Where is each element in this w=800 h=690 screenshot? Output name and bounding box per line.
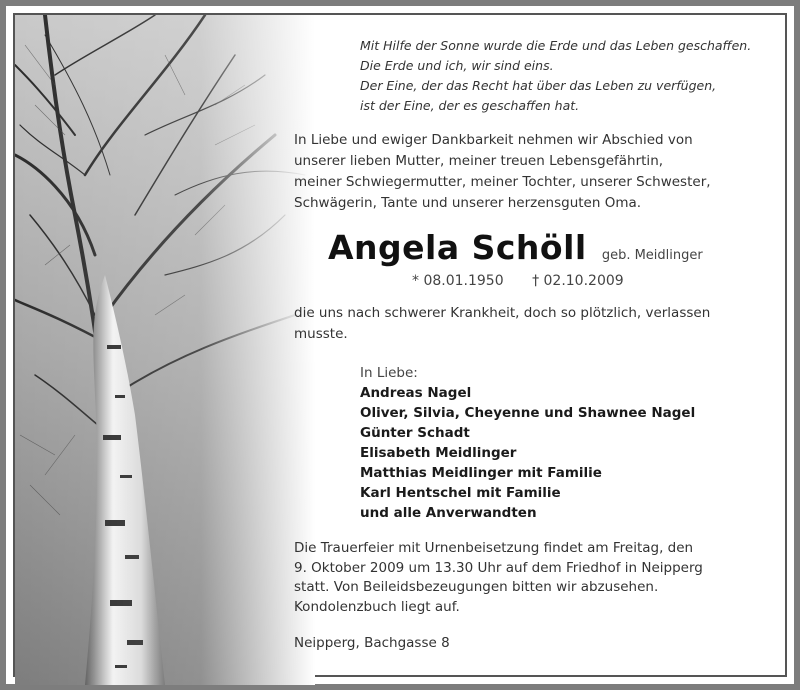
intro-paragraph [294, 130, 794, 214]
intro-line: meiner Schwiegermutter, meiner Tochter, unserer Schwester, [294, 174, 711, 190]
family-member: Andreas Nagel [360, 385, 472, 401]
family-member: Karl Hentschel mit Familie [360, 485, 561, 501]
poem-line: ist der Eine, der es geschaffen hat. [360, 98, 580, 113]
place-address: Neipperg, Bachgasse 8 [294, 635, 450, 651]
obituary-text [294, 36, 794, 651]
poem-line: Die Erde und ich, wir sind eins. [360, 58, 554, 73]
family-lead: In Liebe: [360, 365, 418, 381]
family-member: Günter Schadt [360, 425, 470, 441]
deceased-name: Angela Schöll [328, 228, 587, 267]
service-line: statt. Von Beileidsbezeugungen bitten wir abzusehen. [294, 579, 659, 595]
family-member: Elisabeth Meidlinger [360, 445, 517, 461]
family-member: Oliver, Silvia, Cheyenne und Shawnee Nagel [360, 405, 696, 421]
family-member: und alle Anverwandten [360, 505, 537, 521]
poem-line: Der Eine, der das Recht hat über das Leben zu verfügen, [360, 78, 717, 93]
maiden-name: geb. Meidlinger [601, 248, 703, 263]
poem [360, 36, 794, 116]
death-date: † 02.10.2009 [532, 273, 624, 289]
birch-tree-image [15, 15, 315, 685]
service-line: 9. Oktober 2009 um 13.30 Uhr auf dem Friedhof in Neipperg [294, 559, 703, 576]
intro-line: In Liebe und ewiger Dankbarkeit nehmen wir Abschied von [294, 132, 693, 148]
birth-date: * 08.01.1950 [412, 273, 504, 289]
intro-line: unserer lieben Mutter, meiner treuen Lebensgefährtin, [294, 153, 664, 169]
deceased-name-line [328, 228, 794, 267]
family-list [360, 363, 794, 523]
passing-paragraph [294, 303, 794, 345]
family-member: Matthias Meidlinger mit Familie [360, 465, 602, 481]
life-dates [412, 273, 794, 289]
poem-line: Mit Hilfe der Sonne wurde die Erde und das Leben geschaffen. [360, 38, 752, 53]
service-paragraph [294, 539, 794, 617]
passing-line: musste. [294, 326, 348, 342]
service-line: Die Trauerfeier mit Urnenbeisetzung findet am Freitag, den [294, 540, 694, 556]
service-line: Kondolenzbuch liegt auf. [294, 598, 460, 615]
intro-line: Schwägerin, Tante und unserer herzensguten Oma. [294, 195, 642, 211]
passing-line: die uns nach schwerer Krankheit, doch so plötzlich, verlassen [294, 305, 711, 321]
